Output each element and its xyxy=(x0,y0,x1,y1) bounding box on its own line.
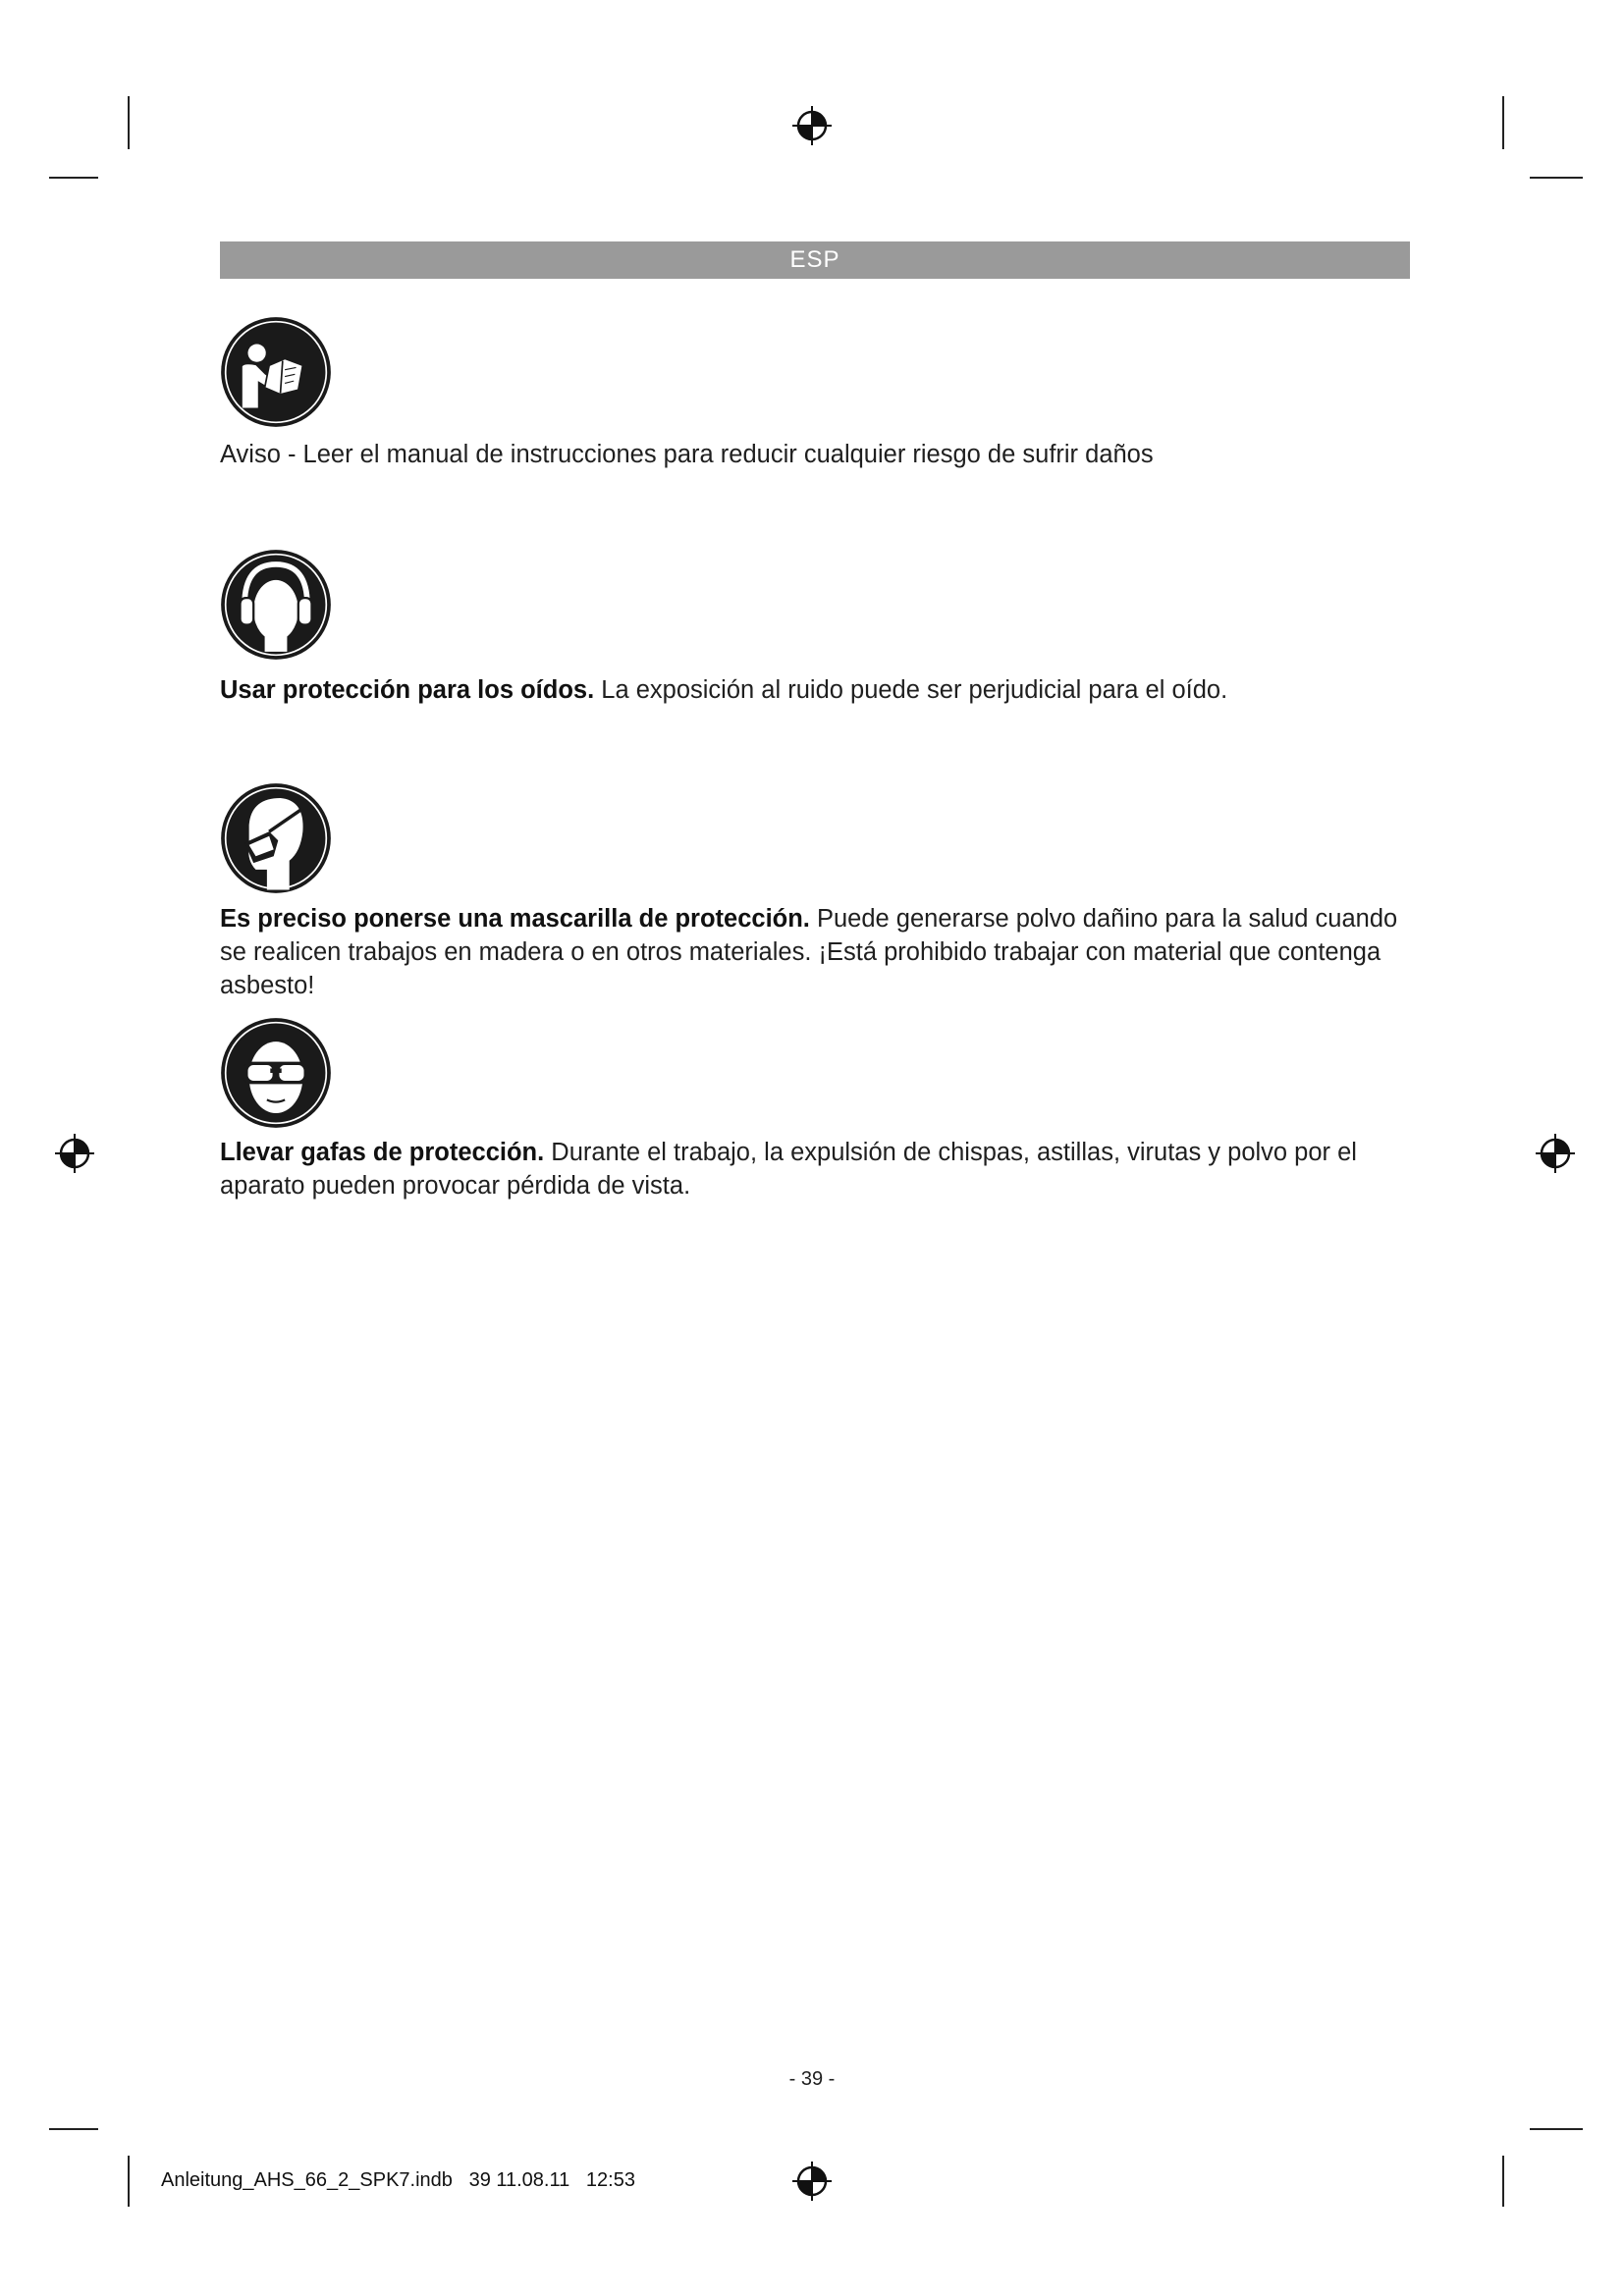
dust-mask-notice xyxy=(220,902,1410,1002)
crop-mark-bottom-left-vertical xyxy=(128,2156,130,2207)
crop-mark-bottom-left-horizontal xyxy=(49,2128,98,2130)
ear-protection-text: La exposición al ruido puede ser perjudicial para el oído. xyxy=(594,676,1228,704)
crop-mark-top-left-vertical xyxy=(128,96,130,149)
read-manual-text: Aviso - Leer el manual de instrucciones para reducir cualquier riesgo de sufrir daños xyxy=(220,441,1154,468)
crop-mark-bottom-right-vertical xyxy=(1502,2156,1504,2207)
language-label: ESP xyxy=(789,246,840,273)
registration-mark-left-icon xyxy=(53,1132,96,1175)
read-manual-icon xyxy=(220,316,332,428)
language-header-bar xyxy=(220,241,1410,279)
crop-mark-top-right-horizontal xyxy=(1530,177,1583,179)
safety-goggles-notice xyxy=(220,1136,1410,1202)
crop-mark-top-right-vertical xyxy=(1502,96,1504,149)
file-info: Anleitung_AHS_66_2_SPK7.indb 39 11.08.11 12:53 xyxy=(161,2169,635,2191)
page-number: - 39 - xyxy=(788,2068,836,2090)
safety-goggles-icon xyxy=(220,1017,332,1129)
safety-goggles-heading: Llevar gafas de protección. xyxy=(220,1139,545,1166)
read-manual-notice xyxy=(220,438,1410,471)
dust-mask-icon xyxy=(220,782,332,894)
ear-protection-notice xyxy=(220,673,1410,707)
registration-mark-right-icon xyxy=(1534,1132,1577,1175)
safety-goggles-text: Durante el trabajo, la expulsión de chispas, astillas, virutas y polvo por el aparato pueden provocar pérdida de vista. xyxy=(220,1139,1357,1200)
ear-protection-icon xyxy=(220,549,332,661)
crop-mark-bottom-right-horizontal xyxy=(1530,2128,1583,2130)
registration-mark-bottom-icon xyxy=(790,2160,834,2203)
dust-mask-text: Puede generarse polvo dañino para la salud cuando se realicen trabajos en madera o en otros materiales. ¡Está prohibido trabajar con material que contenga asbesto! xyxy=(220,905,1398,999)
crop-mark-top-left-horizontal xyxy=(49,177,98,179)
ear-protection-heading: Usar protección para los oídos. xyxy=(220,676,595,704)
registration-mark-top-icon xyxy=(790,104,834,147)
dust-mask-heading: Es preciso ponerse una mascarilla de protección. xyxy=(220,905,810,933)
